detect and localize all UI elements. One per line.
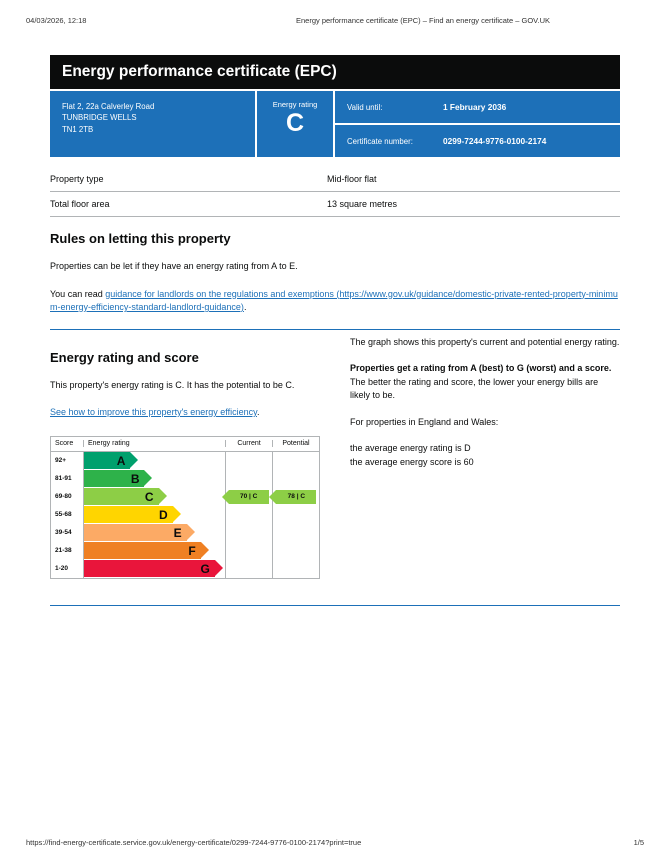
graph-col-rating: Energy rating [83,440,225,447]
band-letter-e: E [173,525,182,540]
energy-rating-box [255,91,333,157]
current-rating-marker: 70 | C [229,490,269,504]
valid-until-label: Valid until: [347,102,383,112]
graph-current-column [226,452,273,578]
certificate-number-row [335,125,620,157]
rating-right-column [350,336,620,579]
graph-explainer: The graph shows this property's current and potential energy rating. [350,336,620,347]
divider [50,329,620,330]
print-date: 04/03/2026, 12:18 [26,16,87,25]
graph-band-row [51,506,225,524]
band-letter-g: G [200,561,210,576]
band-bar-g [84,560,215,577]
address-line-2: TUNBRIDGE WELLS [62,113,137,123]
table-row [50,192,620,217]
band-score-a: 92+ [55,457,67,464]
band-score-e: 39-54 [55,529,72,536]
band-bar-wrap-a [83,452,225,470]
graph-band-row [51,524,225,542]
print-url: https://find-energy-certificate.service.gov.uk/energy-certificate/0299-7244-9776-0100-2174?print=true [26,838,362,847]
band-score-b: 81-91 [55,475,72,482]
graph-body [51,452,319,578]
band-score-g: 1-20 [55,565,69,572]
graph-col-current: Current [225,440,272,447]
graph-col-potential: Potential [272,440,319,447]
epc-banner [50,55,620,89]
band-bar-wrap-g [83,560,225,578]
epc-banner-title: Energy performance certificate (EPC) [62,63,337,80]
band-letter-f: F [188,543,196,558]
improve-link-para [50,406,332,420]
letting-para-2 [50,288,620,315]
print-footer [0,838,670,847]
energy-rating-graph [50,436,320,579]
address-line-3: TN1 2TB [62,124,94,134]
valid-until-row [335,91,620,125]
rating-section [50,336,620,579]
letting-para-2-prefix: You can read [50,288,106,299]
band-letter-d: D [158,507,168,522]
landlord-guidance-link[interactable]: guidance for landlords on the regulations and exemptions (https://www.gov.uk/guidance/domestic-private-rented-property-minimum-energy-efficiency-standard-landlord-guidance) [50,288,618,312]
print-page-title: Energy performance certificate (EPC) – Find an energy certificate – GOV.UK [295,16,550,25]
graph-band-row [51,452,225,470]
energy-rating-value: C [285,109,305,137]
average-score-line: the average energy score is 60 [350,456,474,467]
band-bar-a [84,452,130,469]
graph-header [51,437,319,452]
band-letter-a: A [116,453,126,468]
graph-band-row [51,542,225,560]
letting-para-2-suffix: . [243,302,247,312]
rating-scale-rest: The better the rating and score, the lower your energy bills are likely to be. [350,376,599,400]
band-bar-wrap-e [83,524,225,542]
graph-bars [51,452,226,578]
band-bar-b [84,470,144,487]
graph-band-row [51,560,225,578]
improve-efficiency-link[interactable]: See how to improve this property's energy efficiency [50,407,257,417]
print-page-number: 1/5 [633,838,644,847]
rating-heading: Energy rating and score [50,349,199,365]
floor-area-value: 13 square metres [327,192,620,217]
graph-col-score: Score [55,440,74,447]
property-address [50,91,255,157]
band-bar-d [84,506,173,523]
rating-para-1: This property's energy rating is C. It has the potential to be C. [50,379,295,390]
table-row [50,167,620,192]
property-type-label: Property type [50,167,327,192]
band-letter-b: B [130,471,140,486]
certificate-number-value: 0299-7244-9776-0100-2174 [443,136,547,146]
graph-band-row [51,470,225,488]
band-bar-wrap-c [83,488,225,506]
band-bar-wrap-b [83,470,225,488]
average-stats [350,442,620,469]
potential-rating-marker: 78 | C [276,490,316,504]
rating-scale-bold: Properties get a rating from A (best) to G (worst) and a score. [350,363,612,373]
rating-scale-explainer [350,362,620,403]
rating-left-column [50,336,350,579]
certificate-number-label: Certificate number: [347,136,413,146]
graph-potential-column [272,452,319,578]
average-rating-line: the average energy rating is D [350,443,471,453]
address-line-1: Flat 2, 22a Calverley Road [62,102,155,111]
band-bar-wrap-d [83,506,225,524]
document-page [50,55,620,606]
band-bar-e [84,524,187,541]
band-score-d: 55-68 [55,511,72,518]
improve-link-suffix: . [257,407,260,417]
band-score-f: 21-38 [55,547,72,554]
graph-band-row [51,488,225,506]
band-bar-c [84,488,159,505]
letting-heading: Rules on letting this property [50,231,231,246]
valid-until-value: 1 February 2036 [443,102,507,112]
certificate-details [333,91,620,157]
england-wales-intro: For properties in England and Wales: [350,416,499,427]
band-score-c: 69-80 [55,493,72,500]
floor-area-label: Total floor area [50,192,327,217]
letting-para-1: Properties can be let if they have an energy rating from A to E. [50,261,298,271]
divider-bottom [50,605,620,606]
print-header [0,16,670,25]
band-bar-f [84,542,201,559]
energy-rating-label: Energy rating [272,100,318,109]
band-letter-c: C [144,489,154,504]
band-bar-wrap-f [83,542,225,560]
property-type-value: Mid-floor flat [327,167,620,192]
property-table [50,167,620,217]
epc-summary-strip [50,91,620,157]
